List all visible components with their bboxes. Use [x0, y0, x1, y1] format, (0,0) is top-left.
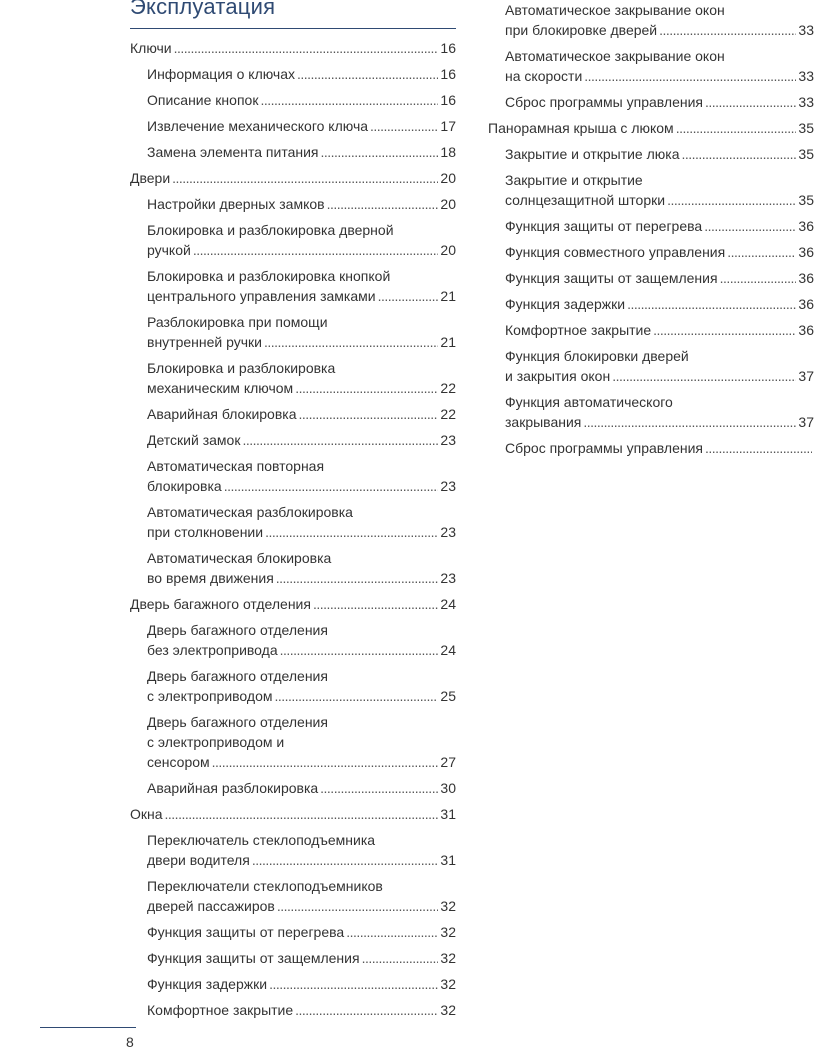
- toc-page-number: 20: [440, 242, 456, 258]
- toc-entry-title-line: Детский замок: [147, 432, 241, 448]
- toc-page-number: 31: [440, 852, 456, 868]
- dot-leader: [705, 438, 812, 458]
- toc-entry-title-line: Извлечение механического ключа: [147, 118, 369, 134]
- toc-subsection-entry[interactable]: [130, 712, 456, 772]
- toc-entry-title-line: Комфортное закрытие: [505, 322, 652, 338]
- dot-leader: [280, 640, 439, 660]
- toc-subsection-entry[interactable]: [488, 346, 814, 386]
- toc-section-entry[interactable]: [488, 118, 814, 138]
- toc-subsection-entry[interactable]: [130, 142, 456, 162]
- toc-entry-title-line: Блокировка и разблокировка дверной: [147, 222, 394, 238]
- dot-leader: [165, 804, 439, 824]
- toc-subsection-entry[interactable]: [130, 830, 456, 870]
- dot-leader: [252, 850, 439, 870]
- toc-page-number: 24: [440, 642, 456, 658]
- dot-leader: [299, 404, 439, 424]
- toc-page-number: 31: [440, 806, 456, 822]
- dot-leader: [720, 268, 797, 288]
- toc-entry-title-line: Функция автоматического: [505, 394, 673, 410]
- toc-entry-title-line: Ключи: [130, 40, 172, 56]
- dot-leader: [653, 320, 796, 340]
- toc-entry-title-line: Функция защиты от перегрева: [147, 924, 345, 940]
- toc-subsection-entry[interactable]: [130, 266, 456, 306]
- dot-leader: [242, 430, 438, 450]
- dot-leader: [627, 294, 796, 314]
- toc-entry-title-line: Функция задержки: [505, 296, 626, 312]
- toc-subsection-entry[interactable]: [130, 778, 456, 798]
- dot-leader: [265, 522, 438, 542]
- toc-left-column: [130, 38, 456, 1026]
- toc-subsection-entry[interactable]: [130, 548, 456, 588]
- toc-subsection-entry[interactable]: [130, 666, 456, 706]
- toc-entry-title-line: Функция защиты от защемления: [147, 950, 360, 966]
- toc-entry-title-line: Функция защиты от защемления: [505, 270, 718, 286]
- toc-entry-title-line: Аварийная разблокировка: [147, 780, 319, 796]
- dot-leader: [269, 974, 438, 994]
- toc-subsection-entry[interactable]: [130, 620, 456, 660]
- dot-leader: [378, 286, 439, 306]
- dot-leader: [362, 948, 439, 968]
- toc-entry-title-line: Функция задержки: [147, 976, 268, 992]
- toc-page-number: 23: [440, 570, 456, 586]
- toc-page-number: 20: [440, 170, 456, 186]
- toc-entry-title-line: блокировка: [147, 478, 222, 494]
- dot-leader: [612, 366, 796, 386]
- dot-leader: [174, 38, 439, 58]
- toc-section-entry[interactable]: [130, 168, 456, 188]
- toc-subsection-entry[interactable]: [130, 64, 456, 84]
- toc-subsection-entry[interactable]: [488, 170, 814, 210]
- dot-leader: [327, 194, 439, 214]
- toc-entry-title-line: без электропривода: [147, 642, 278, 658]
- toc-entry-title-line: Настройки дверных замков: [147, 196, 325, 212]
- toc-page-number: 32: [440, 924, 456, 940]
- dot-leader: [659, 20, 796, 40]
- toc-entry-title-line: сенсором: [147, 754, 210, 770]
- dot-leader: [224, 476, 439, 496]
- toc-entry-title-line: закрывания: [505, 414, 582, 430]
- toc-page-number: 23: [440, 524, 456, 540]
- toc-section-entry[interactable]: [130, 38, 456, 58]
- dot-leader: [667, 190, 796, 210]
- toc-entry-title-line: Автоматическая разблокировка: [147, 504, 353, 520]
- toc-subsection-entry[interactable]: [488, 0, 814, 40]
- toc-page-number: 24: [440, 596, 456, 612]
- toc-subsection-entry[interactable]: [130, 90, 456, 110]
- dot-leader: [297, 64, 438, 84]
- toc-entry-title-line: Двери: [130, 170, 171, 186]
- toc-subsection-entry[interactable]: [488, 438, 814, 458]
- toc-subsection-entry[interactable]: [130, 502, 456, 542]
- toc-page-number: 32: [440, 950, 456, 966]
- toc-entry-title-line: Автоматическая повторная: [147, 458, 325, 474]
- toc-page-number: 21: [440, 288, 456, 304]
- dot-leader: [295, 1000, 438, 1020]
- toc-entry-title-line: Функция защиты от перегрева: [505, 218, 703, 234]
- toc-entry-title-line: Блокировка и разблокировка кнопкой: [147, 268, 391, 284]
- toc-entry-title-line: при блокировке дверей: [505, 22, 658, 38]
- toc-entry-title-line: Сброс программы управления: [505, 440, 703, 456]
- toc-entry-title-line: Дверь багажного отделения: [130, 596, 311, 612]
- toc-page-number: 18: [440, 144, 456, 160]
- toc-subsection-entry[interactable]: [488, 294, 814, 314]
- toc-subsection-entry[interactable]: [488, 216, 814, 236]
- toc-entry-title-line: Функция блокировки дверей: [505, 348, 689, 364]
- dot-leader: [704, 216, 796, 236]
- dot-leader: [705, 92, 796, 112]
- toc-entry-title-line: Переключатели стеклоподъемников: [147, 878, 383, 894]
- toc-entry-title-line: Описание кнопок: [147, 92, 259, 108]
- toc-page-number: 37: [798, 414, 814, 430]
- toc-subsection-entry[interactable]: [130, 194, 456, 214]
- toc-page-number: 36: [798, 270, 814, 286]
- toc-subsection-entry[interactable]: [130, 404, 456, 424]
- toc-entry-title-line: на скорости: [505, 68, 583, 84]
- toc-entry-title-line: Сброс программы управления: [505, 94, 703, 110]
- section-heading: Эксплуатация: [130, 0, 276, 19]
- toc-subsection-entry[interactable]: [488, 46, 814, 86]
- toc-entry-title-line: во время движения: [147, 570, 274, 586]
- toc-page-number: 16: [440, 66, 456, 82]
- toc-page-number: 23: [440, 478, 456, 494]
- toc-subsection-entry[interactable]: [130, 358, 456, 398]
- dot-leader: [370, 116, 438, 136]
- toc-subsection-entry[interactable]: [130, 116, 456, 136]
- toc-page-number: 32: [440, 1002, 456, 1018]
- dot-leader: [676, 118, 797, 138]
- toc-entry-title-line: с электроприводом: [147, 688, 273, 704]
- toc-entry-title-line: Закрытие и открытие люка: [505, 146, 680, 162]
- dot-leader: [260, 90, 438, 110]
- dot-leader: [583, 412, 796, 432]
- toc-subsection-entry[interactable]: [130, 974, 456, 994]
- toc-page-number: 22: [440, 406, 456, 422]
- toc-subsection-entry[interactable]: [488, 144, 814, 164]
- toc-subsection-entry[interactable]: [130, 948, 456, 968]
- toc-page-number: 35: [798, 120, 814, 136]
- toc-page-number: 27: [440, 754, 456, 770]
- toc-page-number: 32: [440, 976, 456, 992]
- toc-entry-title-line: центрального управления замками: [147, 288, 376, 304]
- toc-entry-title-line: Функция совместного управления: [505, 244, 726, 260]
- toc-subsection-entry[interactable]: [130, 456, 456, 496]
- toc-page-number: 30: [440, 780, 456, 796]
- toc-page-number: 36: [798, 244, 814, 260]
- toc-entry-title-line: Дверь багажного отделения: [147, 622, 328, 638]
- toc-subsection-entry[interactable]: [130, 876, 456, 916]
- toc-subsection-entry[interactable]: [488, 392, 814, 432]
- toc-entry-title-line: Комфортное закрытие: [147, 1002, 294, 1018]
- toc-page-number: 36: [798, 296, 814, 312]
- toc-entry-title-line: Автоматическое закрывание окон: [505, 2, 725, 18]
- toc-section-entry[interactable]: [130, 594, 456, 614]
- toc-page-number: 33: [798, 94, 814, 110]
- toc-entry-title-line: Информация о ключах: [147, 66, 296, 82]
- toc-subsection-entry[interactable]: [488, 242, 814, 262]
- toc-page-number: 16: [440, 40, 456, 56]
- toc-entry-title-line: Окна: [130, 806, 163, 822]
- toc-page-number: 37: [798, 368, 814, 384]
- toc-entry-title-line: при столкновении: [147, 524, 264, 540]
- dot-leader: [346, 922, 438, 942]
- toc-subsection-entry[interactable]: [130, 430, 456, 450]
- dot-leader: [320, 778, 438, 798]
- toc-entry-title-line: Дверь багажного отделения: [147, 714, 328, 730]
- toc-entry-title-line: и закрытия окон: [505, 368, 611, 384]
- dot-leader: [277, 896, 439, 916]
- toc-page-number: 20: [440, 196, 456, 212]
- toc-subsection-entry[interactable]: [488, 268, 814, 288]
- toc-subsection-entry[interactable]: [488, 320, 814, 340]
- toc-entry-title-line: Автоматическое закрывание окон: [505, 48, 725, 64]
- dot-leader: [584, 66, 796, 86]
- toc-subsection-entry[interactable]: [130, 922, 456, 942]
- toc-entry-title-line: механическим ключом: [147, 380, 294, 396]
- page-number: 8: [126, 1034, 134, 1050]
- toc-page-number: 17: [440, 118, 456, 134]
- dot-leader: [295, 378, 438, 398]
- toc-entry-title-line: Панорамная крыша с люком: [488, 120, 674, 136]
- toc-page-number: 35: [798, 146, 814, 162]
- toc-page-number: 33: [798, 22, 814, 38]
- toc-entry-title-line: дверей пассажиров: [147, 898, 275, 914]
- dot-leader: [193, 240, 439, 260]
- toc-entry-title-line: ручкой: [147, 242, 191, 258]
- toc-entry-title-line: внутренней ручки: [147, 334, 262, 350]
- toc-section-entry[interactable]: [130, 804, 456, 824]
- toc-page-number: 36: [798, 218, 814, 234]
- dot-leader: [212, 752, 439, 772]
- toc-entry-title-line: Замена элемента питания: [147, 144, 319, 160]
- heading-divider: [130, 28, 456, 29]
- dot-leader: [172, 168, 438, 188]
- toc-entry-title-line: Дверь багажного отделения: [147, 668, 328, 684]
- toc-page-number: 32: [440, 898, 456, 914]
- toc-entry-title-line: двери водителя: [147, 852, 250, 868]
- dot-leader: [313, 594, 438, 614]
- toc-entry-title-line: солнцезащитной шторки: [505, 192, 666, 208]
- toc-page-number: 23: [440, 432, 456, 448]
- toc-entry-title-line: Переключатель стеклоподъемника: [147, 832, 376, 848]
- toc-subsection-entry[interactable]: [130, 312, 456, 352]
- toc-subsection-entry[interactable]: [130, 220, 456, 260]
- dot-leader: [682, 144, 797, 164]
- toc-entry-title-line: Закрытие и открытие: [505, 172, 643, 188]
- dot-leader: [264, 332, 438, 352]
- toc-entry-title-line: с электроприводом и: [147, 734, 285, 750]
- footer-divider: [40, 1027, 136, 1028]
- toc-page-number: 35: [798, 192, 814, 208]
- toc-page-number: 22: [440, 380, 456, 396]
- dot-leader: [321, 142, 439, 162]
- toc-page-number: 21: [440, 334, 456, 350]
- toc-entry-title-line: Автоматическая блокировка: [147, 550, 332, 566]
- toc-page-number: 16: [440, 92, 456, 108]
- toc-page-number: 36: [798, 322, 814, 338]
- toc-subsection-entry[interactable]: [130, 1000, 456, 1020]
- dot-leader: [727, 242, 796, 262]
- toc-page-number: 33: [798, 68, 814, 84]
- toc-entry-title-line: Блокировка и разблокировка: [147, 360, 336, 376]
- toc-subsection-entry[interactable]: [488, 92, 814, 112]
- toc-right-column: [488, 0, 814, 464]
- dot-leader: [274, 686, 438, 706]
- toc-entry-title-line: Аварийная блокировка: [147, 406, 297, 422]
- toc-page-number: 25: [440, 688, 456, 704]
- dot-leader: [276, 568, 439, 588]
- toc-entry-title-line: Разблокировка при помощи: [147, 314, 328, 330]
